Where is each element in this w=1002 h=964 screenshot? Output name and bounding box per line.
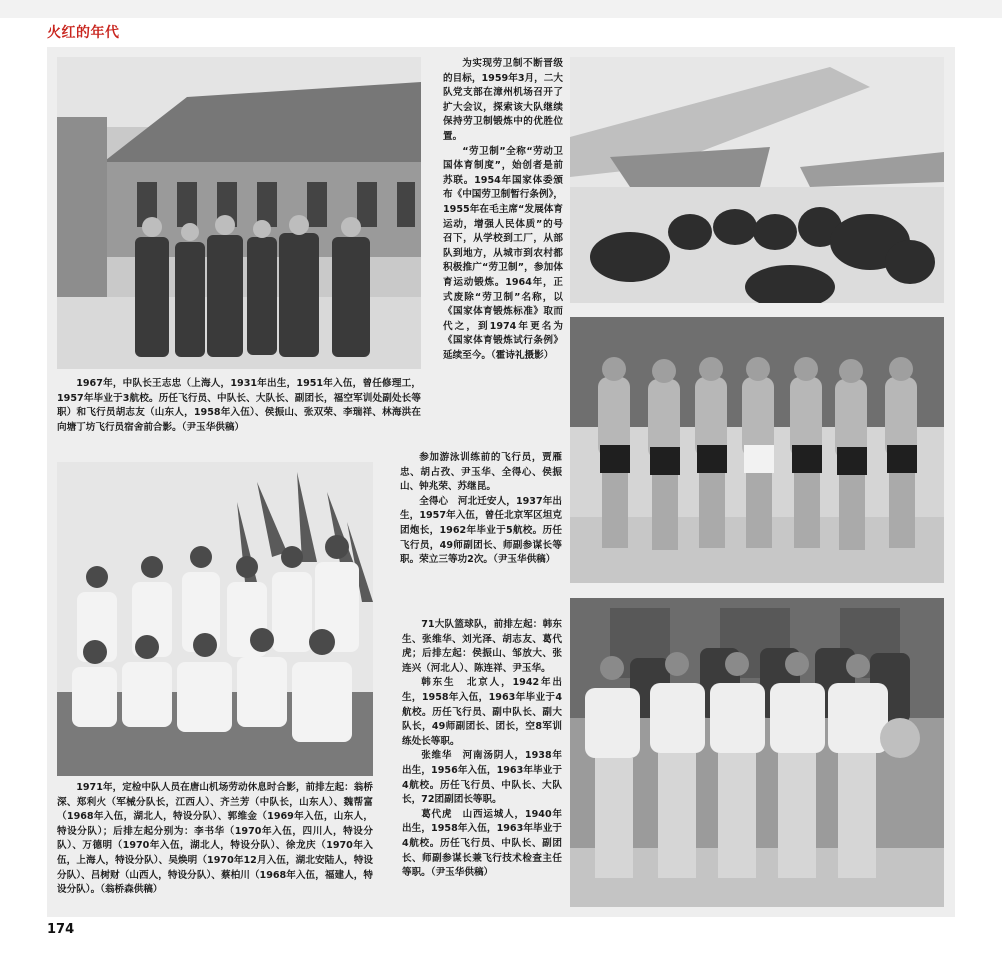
article-labor-defense [443,57,563,363]
caption-swim-p1: 参加游泳训练前的飞行员，贾雁忠、胡占孜、尹玉华、全得心、侯振山、钟兆荣、苏继昆。 [400,452,562,493]
photo-basketball-team [570,598,944,907]
photo-field-group [57,462,373,776]
caption-basketball [402,618,562,881]
caption-swim-p2: 全得心 河北迁安人，1937年出生，1957年入伍，曾任北京军区坦克团炮长，1962年毕业于5航校。历任飞行员，49师副团长、师副参谋长等职。荣立三等功2次。（尹玉华供稿） [400,495,562,566]
section-title: 火红的年代 [47,25,120,41]
photo-aircraft-seated [570,57,944,303]
caption-basketball-p2: 韩东生 北京人，1942年出生，1958年入伍，1963年毕业于4航校。历任飞行员、副中队长、副大队长，49师副团长、团长，空8军训练处长等职。 [402,677,562,747]
caption-basketball-p1: 71大队篮球队，前排左起：韩东生、张维华、刘光泽、胡志友、葛代虎；后排左起：侯振山、邹放大、张连兴（河北人）、陈连祥、尹玉华。 [402,619,562,674]
caption-basketball-p4: 葛代虎 山西运城人，1940年出生，1958年入伍，1963年毕业于4航校。历任飞行员、中队长、副团长、师副参谋长兼飞行技术检查主任等职。（尹玉华供稿） [402,808,562,879]
top-band [0,0,1002,18]
photo-barracks-group [57,57,421,369]
page-number: 174 [47,922,75,937]
caption-1971 [57,781,373,898]
article-paragraph-2: “劳卫制”全称“劳动卫国体育制度”，始创者是前苏联。1954年国家体委颁布《中国劳卫制暂行条例》，1955年在毛主席“发展体育运动，增强人民体质”的号召下，从学校到工厂，从部队到地方，从城市到农村都积极推广“劳卫制”，参加体育运动锻炼。1964年，正式废除“劳卫制”名称，以《国家体育锻炼标准》取而代之，到1974年更名为《国家体育锻炼试行条例》延续至今。（霍诗礼摄影） [443,145,563,361]
photo-swimmers-lineup [570,317,944,583]
caption-basketball-p3: 张维华 河南汤阴人，1938年出生，1956年入伍，1963年毕业于4航校。历任飞行员、中队长、大队长，72团副团长等职。 [402,750,562,806]
caption-1967 [57,377,421,435]
caption-1971-text: 1971年，定检中队人员在唐山机场劳动休息时合影，前排左起：翁桥深、郑利火（军械分队长，江西人）、齐兰芳（中队长，山东人）、魏帮富（1968年入伍，湖北人，特设分队）、郭维金（1969年入伍，山东人，特设分队）；后排左起分别为：李书华（1970年入伍，四川人，特设分队）、万德明（1970年入伍，湖北人，特设分队）、徐龙庆（1970年入伍，上海人，特设分队）、吴焕明（1970年12月入伍，湖北安陆人，特设分队）、吕树财（山西人，特设分队）、蔡柏川（1968年入伍，福建人，特设分队）。（翁桥森供稿） [57,782,373,896]
caption-swim [400,451,562,568]
article-paragraph-1: 为实现劳卫制不断晋级的目标，1959年3月，二大队党支部在漳州机场召开了扩大会议，探索该大队继续保持劳卫制锻炼中的优胜位置。 [443,58,563,142]
caption-1967-text: 1967年，中队长王志忠（上海人，1931年出生，1951年入伍，曾任修理工，1957年毕业于3航校。历任飞行员、中队长、大队长、副团长，福空军训处副处长等职）和飞行员胡志友（山东人，1958年入伍）、侯振山、张双荣、李瑞祥、林海洪在向塘丁坊飞行员宿舍前合影。（尹玉华供稿） [57,378,421,433]
